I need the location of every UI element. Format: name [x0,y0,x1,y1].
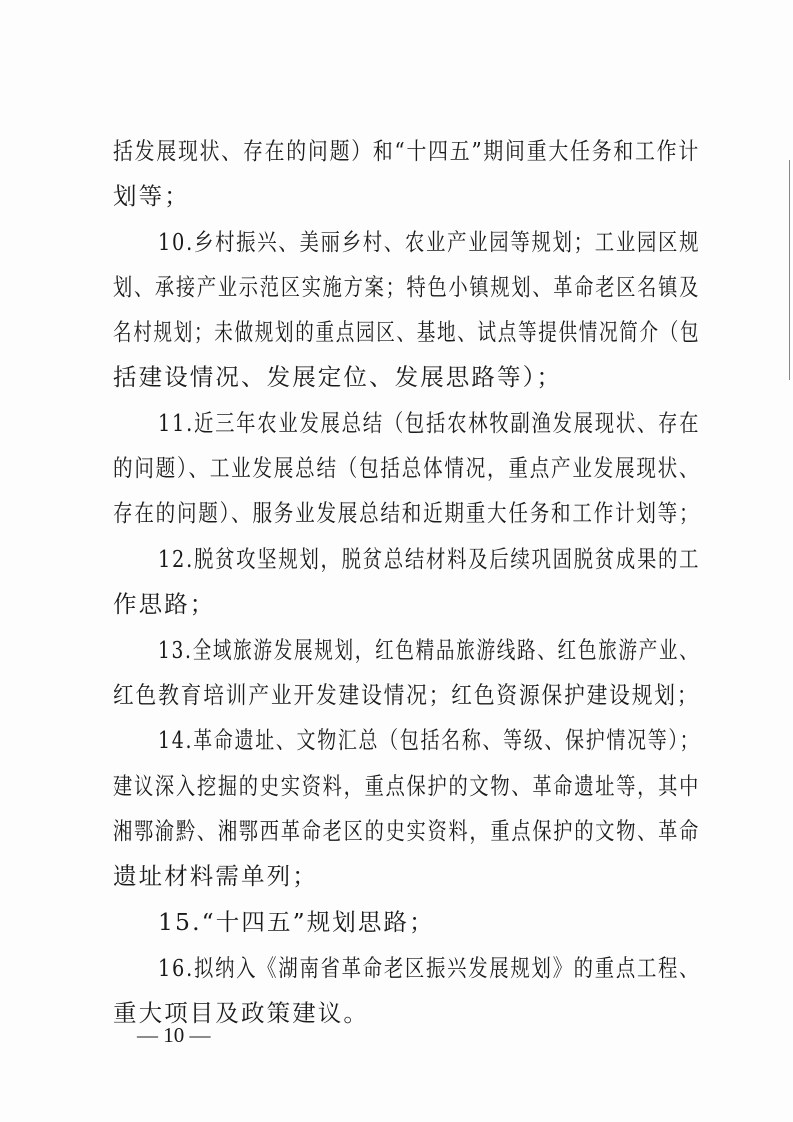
list-item-10: 10.乡村振兴、美丽乡村、农业产业园等规划；工业园区规 [158,228,701,256]
scan-edge-line [789,160,790,380]
text-line: 存在的问题）、服务业发展总结和近期重大任务和工作计划等； [113,499,701,527]
text-line: 括发展现状、存在的问题）和“十四五”期间重大任务和工作计 [113,137,700,165]
text-line: 划等； [113,182,190,210]
text-line: 的问题）、工业发展总结（包括总体情况，重点产业发展现状、 [113,454,701,482]
text-line: 名村规划；未做规划的重点园区、基地、试点等提供情况简介（包 [113,318,701,346]
list-item-15: 15.“十四五”规划思路； [158,908,435,936]
list-item-16: 16.拟纳入《湖南省革命老区振兴发展规划》的重点工程、 [158,954,701,982]
page-number: — 10 — [137,1023,211,1047]
text-line: 划、承接产业示范区实施方案；特色小镇规划、革命老区名镇及 [113,273,701,301]
text-line: 遗址材料需单列； [113,862,318,890]
list-item-11: 11.近三年农业发展总结（包括农林牧副渔发展现状、存在 [158,409,701,437]
list-item-12: 12.脱贫攻坚规划，脱贫总结材料及后续巩固脱贫成果的工 [158,545,701,573]
text-line: 重大项目及政策建议。 [113,999,369,1027]
text-line: 作思路； [113,590,216,618]
text-line: 湘鄂渝黔、湘鄂西革命老区的史实资料，重点保护的文物、革命 [113,817,701,845]
text-line: 括建设情况、发展定位、发展思路等）； [113,363,563,391]
list-item-13: 13.全域旅游发展规划，红色精品旅游线路、红色旅游产业、 [158,636,700,664]
text-line: 建议深入挖掘的史实资料，重点保护的文物、革命遗址等，其中 [113,772,701,800]
text-line: 红色教育培训产业开发建设情况；红色资源保护建设规划； [113,681,700,709]
list-item-14: 14.革命遗址、文物汇总（包括名称、等级、保护情况等）； [158,726,701,754]
